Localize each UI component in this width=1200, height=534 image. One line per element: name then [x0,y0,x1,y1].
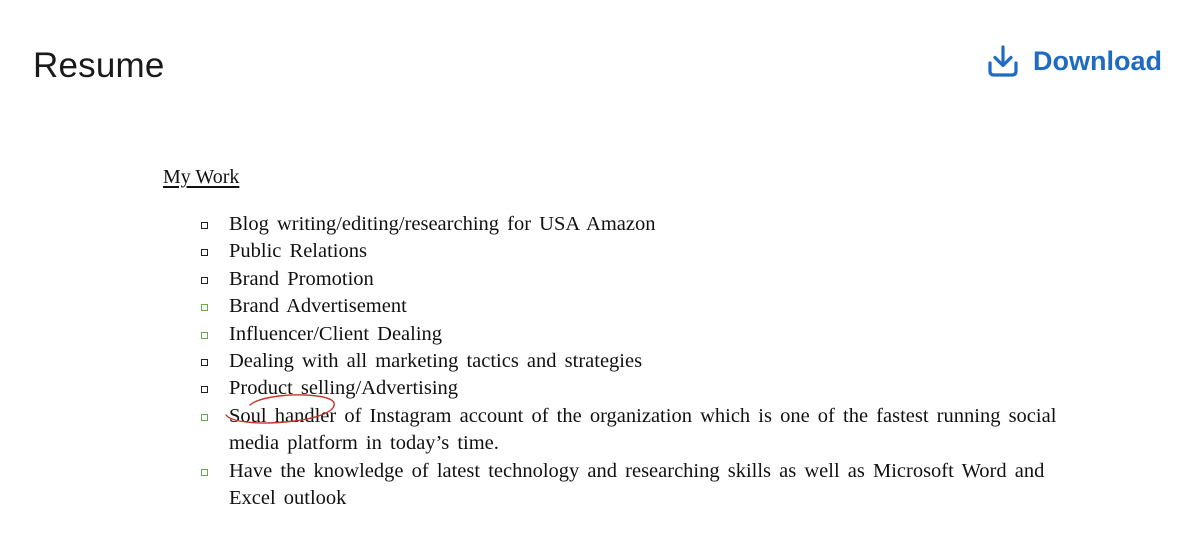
list-item-text: Public Relations [229,240,367,263]
list-item-text: Brand Advertisement [229,295,407,318]
list-item-text: Dealing with all marketing tactics and strategies [229,350,643,373]
list-item-text: Influencer/Client Dealing [229,322,443,345]
list-item [199,348,1063,375]
list-item-text: Product selling/Advertising [229,377,459,400]
square-bullet-icon [201,332,208,339]
square-bullet-icon [201,386,208,393]
list-item [199,458,1063,513]
download-button[interactable] [987,44,1162,78]
list-item [199,238,1063,265]
square-bullet-icon [201,222,208,229]
list-item-text: Have the knowledge of latest technology and researching skills as well as Microsoft Word and Excel outlook [229,459,1045,510]
work-list [163,211,1063,512]
square-bullet-icon [201,359,208,366]
square-bullet-icon [201,249,208,256]
list-item [199,266,1063,293]
resume-document [163,162,1063,512]
list-item-text: Soul handler of Instagram account of the organization which is one of the fastest running social media platform in today’s time. [229,404,1057,455]
square-bullet-icon [201,469,208,476]
list-item [199,293,1063,320]
page-title: Resume [33,46,165,85]
list-item [199,321,1063,348]
list-item [199,211,1063,238]
download-icon [987,44,1019,78]
download-label: Download [1033,45,1162,76]
list-item-text: Blog writing/editing/researching for USA Amazon [229,213,656,235]
square-bullet-icon [201,414,208,421]
list-item [199,375,1063,402]
list-item-text: Brand Promotion [229,267,374,290]
square-bullet-icon [201,277,208,284]
section-heading: My Work [163,166,240,188]
square-bullet-icon [201,304,208,311]
list-item [199,403,1063,458]
